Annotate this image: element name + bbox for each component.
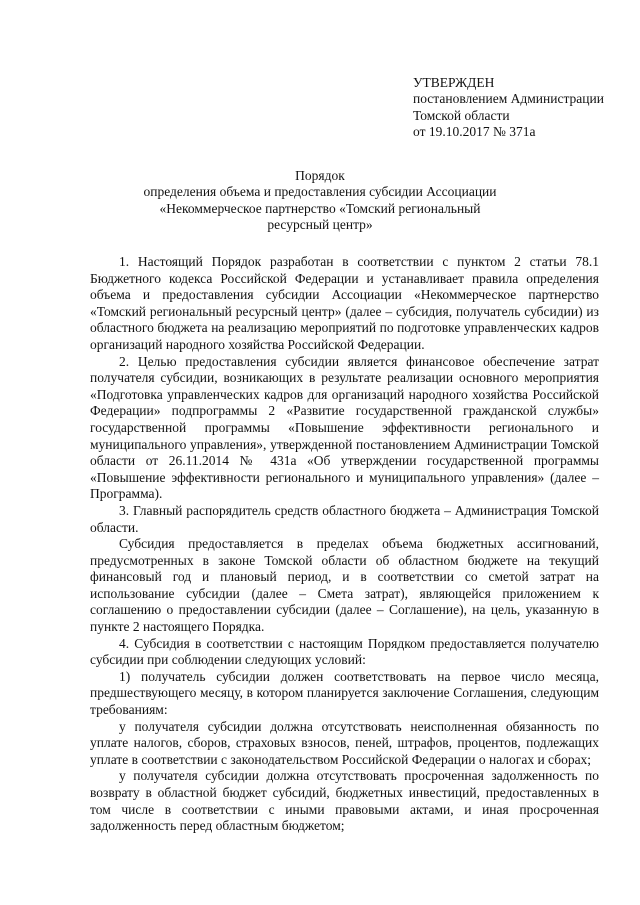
paragraph-2: 2. Целью предоставления субсидии является финансовое обеспечение затрат получателя субсидии, возникающих в результате реализации основного мероприятия «Подготовка управленческих кадров для организаций народного хозяйства Российской Федерации» подпрограммы 2 «Развитие государственной гражданской службы» государственной программы «Повышение эффективности регионального и муниципального управления», утвержденной постановлением Администрации Томской области от 26.11.2014 № 431а «Об утверждении государственной программы «Повышение эффективности регионального и муниципального управления» (далее – Программа). [90,353,599,502]
approval-stamp [413,75,613,141]
title-line-2: определения объема и предоставления субсидии Ассоциации [143,184,497,200]
title-line-1: Порядок [295,168,345,183]
title-line-3: «Некоммерческое партнерство «Томский региональный [159,200,481,216]
approval-heading: УТВЕРЖДЕН [413,75,495,90]
paragraph-1: 1. Настоящий Порядок разработан в соответствии с пунктом 2 статьи 78.1 Бюджетного кодекса Российской Федерации и устанавливает правила определения объема и предоставления субсидии Ассоциации «Некоммерческое партнерство «Томский региональный ресурсный центр» (далее – субсидия, получатель субсидии) из областного бюджета на реализацию мероприятий по подготовке управленческих кадров организаций народного хозяйства Российской Федерации. [90,254,599,352]
paragraph-4: Субсидия предоставляется в пределах объема бюджетных ассигнований, предусмотренных в законе Томской области об областном бюджете на текущий финансовый год и плановый период, и в соответствии со сметой затрат на использование субсидии (далее – Смета затрат), являющейся приложением к соглашению о предоставлении субсидии (далее – Соглашение), на цель, указанную в пункте 2 настоящего Порядка. [90,536,599,635]
paragraph-8: у получателя субсидии должна отсутствовать просроченная задолженность по возврату в областной бюджет субсидий, бюджетных инвестиций, предоставленных в том числе в соответствии с иными правовыми актами, и иная просроченная задолженность перед областным бюджетом; [90,768,599,834]
document-title [100,168,540,234]
paragraph-5: 4. Субсидия в соответствии с настоящим Порядком предоставляется получателю субсидии при соблюдении следующих условий: [90,635,599,668]
title-line-4: ресурсный центр» [267,217,373,233]
document-body [90,254,599,835]
approval-region: Томской области [413,107,510,123]
paragraph-7: у получателя субсидии должна отсутствовать неисполненная обязанность по уплате налогов, сборов, страховых взносов, пеней, штрафов, процентов, подлежащих уплате в соответствии с законодательством Российской Федерации о налогах и сборах; [90,718,599,767]
approval-authority: постановлением Администрации [413,91,604,107]
paragraph-3: 3. Главный распорядитель средств областного бюджета – Администрация Томской области. [90,502,599,535]
paragraph-6: 1) получатель субсидии должен соответствовать на первое число месяца, предшествующего месяцу, в котором планируется заключение Соглашения, следующим требованиям: [90,668,599,718]
approval-date: от 19.10.2017 № 371а [413,124,536,140]
